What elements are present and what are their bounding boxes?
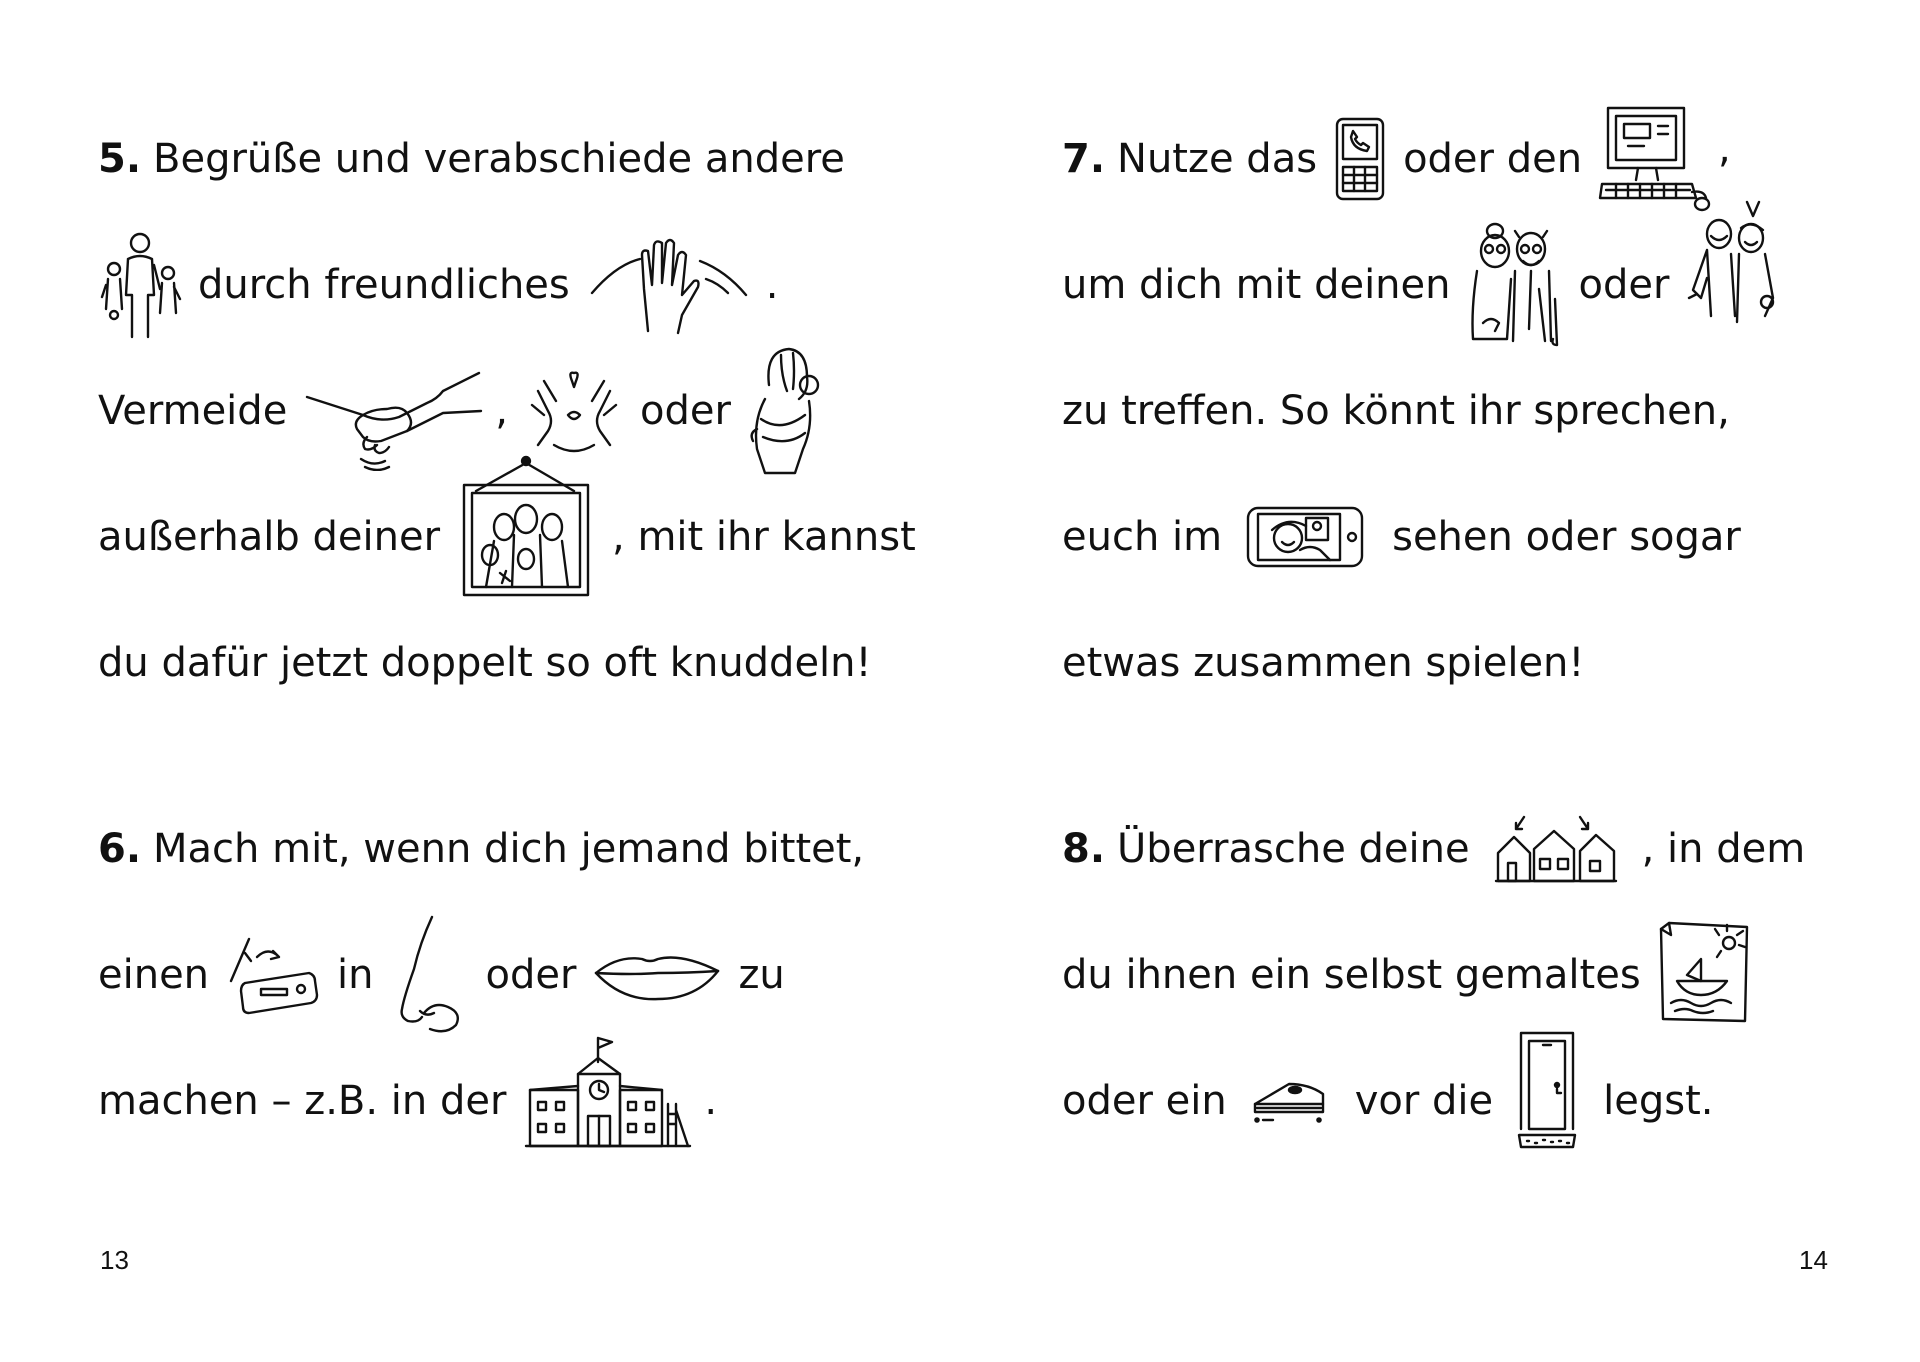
section-7-line-4: [1062, 482, 1741, 592]
text: um dich mit deinen: [1062, 262, 1451, 308]
section-5-line-5: [98, 608, 872, 718]
school-icon: [522, 1034, 692, 1152]
text: sehen oder sogar: [1392, 514, 1741, 560]
drawing-icon: [1657, 919, 1751, 1025]
text: außerhalb deiner: [98, 514, 441, 560]
section-5-line-4: [98, 482, 916, 592]
text: etwas zusammen spielen!: [1062, 640, 1585, 686]
test-kit-icon: [225, 933, 321, 1017]
text: vor die: [1354, 1078, 1494, 1124]
phone-icon: [1333, 115, 1387, 203]
video-call-icon: [1244, 504, 1366, 570]
nose-icon: [390, 913, 470, 1037]
section-number: 6.: [98, 826, 142, 872]
text: zu: [738, 952, 785, 998]
section-5-line-1: [98, 104, 845, 214]
text: oder: [640, 388, 731, 434]
text: Vermeide: [98, 388, 288, 434]
hug-icon: [747, 341, 825, 481]
section-number: 5.: [98, 136, 142, 182]
text: du dafür jetzt doppelt so oft knuddeln!: [98, 640, 872, 686]
section-number: 8.: [1062, 826, 1106, 872]
text: , in dem: [1641, 826, 1806, 872]
grandparents-icon: [1467, 219, 1563, 351]
right-page: [960, 0, 1920, 1362]
text: Überrasche deine: [1117, 826, 1470, 872]
section-5-line-2: [98, 230, 778, 340]
section-6-line-2: [98, 920, 785, 1030]
neighbor-houses-icon: [1494, 813, 1618, 885]
section-5-line-3: [98, 356, 841, 466]
page-number: 13: [100, 1245, 129, 1275]
kiss-icon: [524, 361, 624, 461]
door-icon: [1517, 1031, 1577, 1151]
section-8-line-1: [1062, 794, 1805, 904]
text: , mit ihr kannst: [612, 514, 916, 560]
text: .: [765, 262, 779, 308]
text: euch im: [1062, 514, 1223, 560]
text: durch freundliches: [198, 262, 570, 308]
text: machen – z.B. in der: [98, 1078, 507, 1124]
section-6-line-3: [98, 1046, 717, 1156]
page-number: 14: [1799, 1245, 1828, 1275]
waving-hand-icon: [586, 235, 756, 335]
text: legst.: [1603, 1078, 1714, 1124]
text: oder: [485, 952, 577, 998]
text: du ihnen ein selbst gemaltes: [1062, 952, 1641, 998]
text: oder ein: [1062, 1078, 1227, 1124]
text: einen: [98, 952, 210, 998]
text: ,: [1718, 126, 1731, 172]
text: Mach mit, wenn dich jemand bittet,: [153, 826, 865, 872]
section-8-line-3: [1062, 1046, 1714, 1156]
text: Begrüße und verabschiede andere: [153, 136, 845, 182]
text: .: [704, 1078, 718, 1124]
text: Nutze das: [1117, 136, 1318, 182]
family-picture-icon: [456, 455, 596, 599]
friends-icon: [1685, 198, 1781, 338]
text: in: [337, 952, 374, 998]
text: ,: [495, 388, 509, 434]
section-7-line-1: [1062, 104, 1731, 214]
mouth-icon: [592, 945, 722, 1005]
cake-slice-icon: [1249, 1076, 1329, 1126]
section-7-line-5: [1062, 608, 1584, 718]
section-7-line-2: [1062, 230, 1797, 340]
section-number: 7.: [1062, 136, 1106, 182]
section-8-line-2: [1062, 920, 1767, 1030]
text: oder: [1578, 262, 1670, 308]
handshake-icon: [303, 351, 483, 471]
text: zu treffen. So könnt ihr sprechen,: [1062, 388, 1730, 434]
section-7-line-3: [1062, 356, 1730, 466]
section-6-line-1: [98, 794, 864, 904]
group-of-people-icon: [98, 225, 182, 345]
text: oder den: [1403, 136, 1583, 182]
